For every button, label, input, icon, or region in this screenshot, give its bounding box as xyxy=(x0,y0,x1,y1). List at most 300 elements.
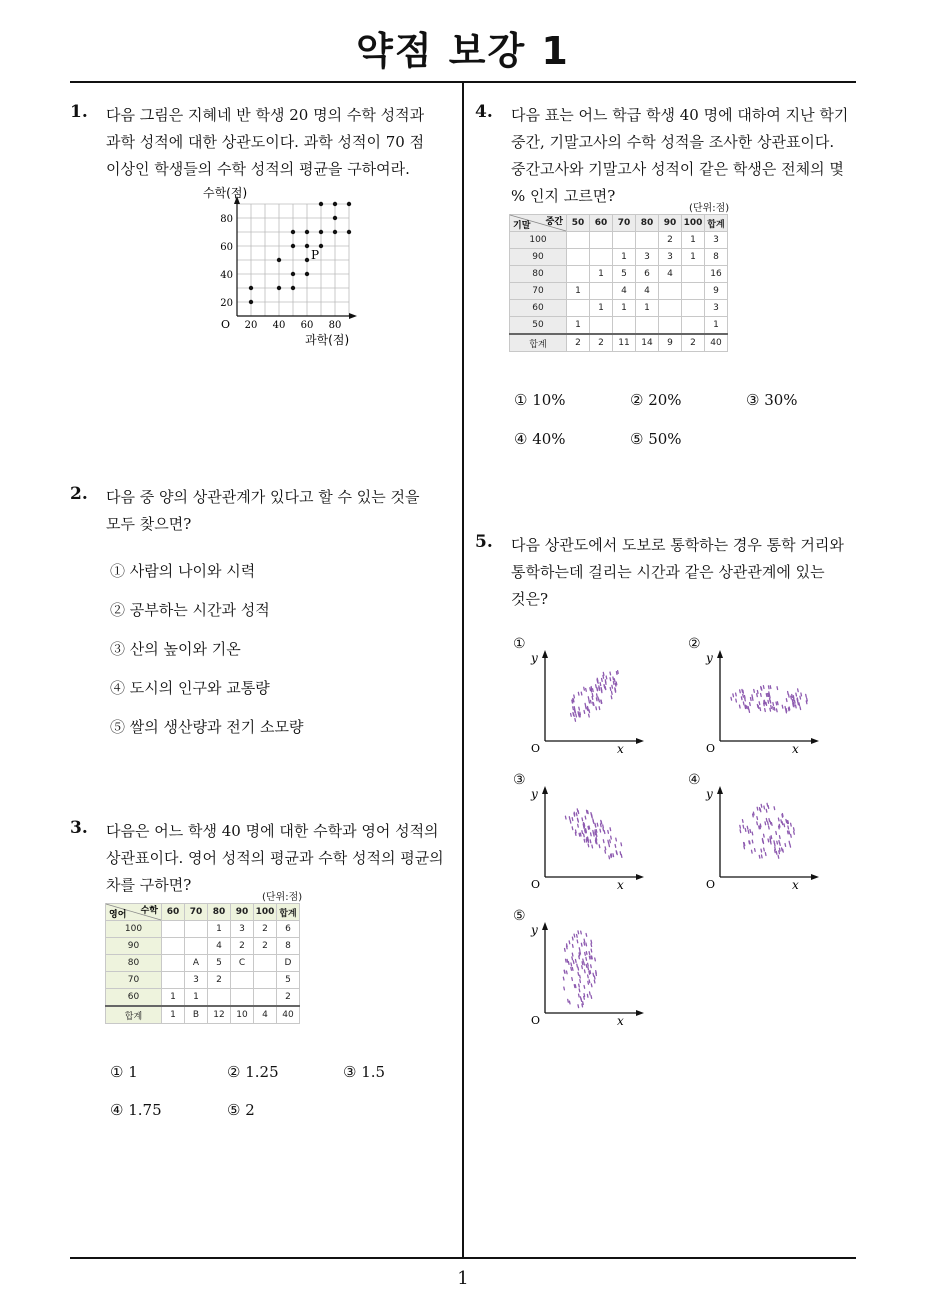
scatter-dot xyxy=(776,832,777,835)
scatter-dot xyxy=(588,844,589,847)
y-axis-label: y xyxy=(706,651,713,665)
scatter-dot xyxy=(613,677,614,680)
scatter-dot xyxy=(591,940,592,943)
table-row xyxy=(106,1006,300,1024)
scatter-dot xyxy=(760,809,761,812)
q2-option-5[interactable]: ⑤ 쌀의 생산량과 전기 소모량 xyxy=(110,718,304,736)
scatter-dot xyxy=(571,967,572,970)
scatter-dot xyxy=(596,685,597,688)
scatter-dot xyxy=(608,830,609,833)
q5-plot-label[interactable]: ② xyxy=(688,636,701,652)
scatter-dot xyxy=(589,971,590,974)
scatter-dot xyxy=(593,702,594,705)
scatter-dot xyxy=(753,814,754,817)
scatter-dot xyxy=(800,696,801,699)
scatter-dot xyxy=(768,822,769,825)
scatter-dot xyxy=(788,821,789,824)
scatter-dot xyxy=(768,839,769,842)
question-text xyxy=(106,102,424,183)
row-header: 90 xyxy=(106,938,162,955)
scatter-dot xyxy=(750,698,751,701)
scatter-dot xyxy=(577,940,578,943)
scatter-dot xyxy=(586,839,587,842)
scatter-dot xyxy=(753,812,754,815)
question-2 xyxy=(70,484,460,544)
scatter-dot xyxy=(595,832,596,835)
scatter-dot xyxy=(578,692,579,695)
table-cell xyxy=(208,989,231,1007)
x-axis-label: x xyxy=(617,878,624,892)
scatter-dot xyxy=(592,815,593,818)
scatter-dot xyxy=(590,971,591,974)
data-point xyxy=(305,258,309,262)
row-header: 합계 xyxy=(106,1006,162,1024)
data-point xyxy=(291,272,295,276)
scatter-dot xyxy=(743,694,744,697)
scatter-dot xyxy=(572,818,573,821)
table-cell: 8 xyxy=(277,938,300,955)
scatter-dot xyxy=(605,850,606,853)
scatter-dot xyxy=(764,703,765,706)
x-axis-label: x xyxy=(617,1014,624,1028)
scatter-dot xyxy=(757,807,758,810)
scatter-dot xyxy=(764,834,765,837)
scatter-dot xyxy=(578,824,579,827)
column-divider xyxy=(462,82,464,1258)
scatter-dot xyxy=(582,818,583,821)
x-axis-label: 과학(점) xyxy=(305,333,350,347)
table-cell xyxy=(162,955,185,972)
column-header: 60 xyxy=(590,215,613,232)
scatter-dot xyxy=(597,823,598,826)
scatter-dot xyxy=(786,710,787,713)
x-axis-arrow xyxy=(636,1010,644,1016)
page-number: 1 xyxy=(457,1268,469,1289)
scatter-dot xyxy=(752,850,753,853)
scatter-dot xyxy=(580,712,581,715)
table-cell: 14 xyxy=(636,334,659,352)
scatter-dot xyxy=(571,713,572,716)
scatter-dot xyxy=(744,846,745,849)
scatter-dot xyxy=(757,817,758,820)
scatter-dot xyxy=(586,957,587,960)
scatter-dot xyxy=(762,838,763,841)
scatter-dot xyxy=(594,980,595,983)
q3-option-5[interactable]: ⑤ 2 xyxy=(227,1101,255,1119)
question-number: 1. xyxy=(70,102,88,122)
scatter-dot xyxy=(580,997,581,1000)
table-row xyxy=(106,921,300,938)
scatter-dot xyxy=(757,822,758,825)
scatter-dot xyxy=(614,679,615,682)
scatter-dot xyxy=(776,851,777,854)
data-point xyxy=(305,230,309,234)
data-point xyxy=(249,300,253,304)
table-cell xyxy=(636,317,659,335)
scatter-dot xyxy=(595,823,596,826)
data-point xyxy=(305,272,309,276)
scatter-dot xyxy=(586,706,587,709)
scatter-dot xyxy=(572,827,573,830)
table-header-row xyxy=(510,215,728,232)
q3-option-2[interactable]: ② 1.25 xyxy=(227,1063,279,1081)
scatter-dot xyxy=(576,714,577,717)
scatter-dot xyxy=(578,972,579,975)
q3-correlation-table xyxy=(105,903,300,1024)
row-header: 50 xyxy=(510,317,567,335)
scatter-dot xyxy=(590,688,591,691)
table-cell: 1 xyxy=(705,317,728,335)
table-cell: 4 xyxy=(613,283,636,300)
table-cell: 40 xyxy=(705,334,728,352)
scatter-dot xyxy=(603,828,604,831)
scatter-dot xyxy=(572,978,573,981)
table-cell: 1 xyxy=(185,989,208,1007)
scatter-dot xyxy=(575,833,576,836)
scatter-dot xyxy=(761,687,762,690)
scatter-dot xyxy=(578,967,579,970)
table-cell: 2 xyxy=(208,972,231,989)
table-cell: 1 xyxy=(682,232,705,249)
scatter-dot xyxy=(567,944,568,947)
bottom-rule xyxy=(70,1257,856,1259)
text-line: 상관표이다. 영어 성적의 평균과 수학 성적의 평균의 xyxy=(106,849,444,867)
scatter-dot xyxy=(577,818,578,821)
scatter-dot xyxy=(764,806,765,809)
x-tick-label: 40 xyxy=(272,320,286,331)
scatter-dot xyxy=(591,944,592,947)
scatter-dot xyxy=(782,705,783,708)
q5-plot-label[interactable]: ④ xyxy=(688,772,701,788)
table-cell: 1 xyxy=(613,300,636,317)
y-axis-arrow xyxy=(717,650,723,658)
table-cell xyxy=(613,317,636,335)
scatter-dot xyxy=(590,700,591,703)
scatter-dot xyxy=(748,707,749,710)
table-cell: 10 xyxy=(231,1006,254,1024)
y-axis-arrow xyxy=(542,650,548,658)
table-cell xyxy=(659,300,682,317)
column-header: 80 xyxy=(208,904,231,921)
y-axis-arrow xyxy=(542,786,548,794)
scatter-dot xyxy=(793,700,794,703)
table-cell xyxy=(682,283,705,300)
q5-plot-label[interactable]: ① xyxy=(513,636,526,652)
scatter-dot xyxy=(733,694,734,697)
scatter-dot xyxy=(603,675,604,678)
scatter-dot xyxy=(750,830,751,833)
table-cell: 1 xyxy=(590,266,613,283)
corner-bottom-label: 기말 xyxy=(513,221,531,231)
table-cell: 9 xyxy=(659,334,682,352)
scatter-dot xyxy=(782,848,783,851)
scatter-dot xyxy=(763,686,764,689)
scatter-dot xyxy=(791,696,792,699)
scatter-dot xyxy=(620,852,621,855)
question-text xyxy=(106,484,419,538)
scatter-dot xyxy=(597,694,598,697)
scatter-dot xyxy=(576,813,577,816)
scatter-dot xyxy=(591,984,592,987)
scatter-dot xyxy=(608,840,609,843)
q4-option-1[interactable]: ① 10% xyxy=(514,391,566,409)
column-header: 70 xyxy=(185,904,208,921)
question-number: 3. xyxy=(70,818,88,838)
scatter-dot xyxy=(597,678,598,681)
scatter-dot xyxy=(779,836,780,839)
row-header: 100 xyxy=(106,921,162,938)
table-row xyxy=(510,249,728,266)
scatter-dot xyxy=(770,686,771,689)
scatter-dot xyxy=(605,680,606,683)
scatter-dot xyxy=(567,959,568,962)
scatter-dot xyxy=(760,708,761,711)
origin-label: O xyxy=(531,1014,541,1027)
scatter-dot xyxy=(563,977,564,980)
scatter-dot xyxy=(588,706,589,709)
q2-option-1[interactable]: ① 사람의 나이와 시력 xyxy=(110,562,256,580)
scatter-dot xyxy=(589,956,590,959)
table-cell xyxy=(659,317,682,335)
scatter-dot xyxy=(785,844,786,847)
q5-plot-label[interactable]: ③ xyxy=(513,772,526,788)
scatter-dot xyxy=(791,834,792,837)
table-row xyxy=(510,266,728,283)
q5-plot-label[interactable]: ⑤ xyxy=(513,908,526,924)
data-point xyxy=(277,258,281,262)
q4-option-2[interactable]: ② 20% xyxy=(630,391,682,409)
y-axis-arrow xyxy=(717,786,723,794)
text-line: 다음 중 양의 상관관계가 있다고 할 수 있는 것을 xyxy=(106,488,420,506)
q3-option-3[interactable]: ③ 1.5 xyxy=(343,1063,386,1081)
text-line: 중간, 기말고사의 수학 성적을 조사한 상관표이다. xyxy=(511,133,835,151)
table-row xyxy=(106,955,300,972)
scatter-dot xyxy=(580,833,581,836)
text-line: 이상인 학생들의 수학 성적의 평균을 구하여라. xyxy=(106,160,410,178)
scatter-dot xyxy=(592,697,593,700)
table-cell: 1 xyxy=(162,1006,185,1024)
table-cell xyxy=(659,283,682,300)
scatter-dot xyxy=(577,809,578,812)
scatter-dot xyxy=(744,843,745,846)
table-cell xyxy=(613,232,636,249)
scatter-dot xyxy=(621,843,622,846)
scatter-dot xyxy=(599,699,600,702)
scatter-dot xyxy=(616,682,617,685)
scatter-dot xyxy=(597,688,598,691)
text-line: 모두 찾으면? xyxy=(106,515,192,533)
scatter-dot xyxy=(589,826,590,829)
scatter-dot xyxy=(592,694,593,697)
scatter-dot xyxy=(779,826,780,829)
q5-scatter-plot[interactable] xyxy=(706,784,825,902)
q3-option-4[interactable]: ④ 1.75 xyxy=(110,1101,162,1119)
scatter-dot xyxy=(589,700,590,703)
scatter-dot xyxy=(757,694,758,697)
scatter-dot xyxy=(578,931,579,934)
scatter-dot xyxy=(603,672,604,675)
data-point xyxy=(333,230,337,234)
table-cell: 4 xyxy=(636,283,659,300)
scatter-dot xyxy=(569,941,570,944)
scatter-dot xyxy=(736,699,737,702)
table-cell: 6 xyxy=(636,266,659,283)
page-title: 약점 보강 1 xyxy=(356,29,570,73)
scatter-dot xyxy=(579,984,580,987)
scatter-dot xyxy=(585,816,586,819)
scatter-dot xyxy=(596,839,597,842)
scatter-dot xyxy=(581,943,582,946)
scatter-dot xyxy=(794,828,795,831)
scatter-dot xyxy=(745,705,746,708)
scatter-dot xyxy=(584,985,585,988)
scatter-dot xyxy=(575,985,576,988)
scatter-dot xyxy=(582,1004,583,1007)
q5-scatter-plot[interactable] xyxy=(531,648,650,766)
table-row xyxy=(510,317,728,335)
table-cell xyxy=(567,266,590,283)
q2-option-3[interactable]: ③ 산의 높이와 기온 xyxy=(110,640,241,658)
scatter-dot xyxy=(740,830,741,833)
q5-scatter-plot[interactable] xyxy=(531,920,650,1038)
scatter-dot xyxy=(790,844,791,847)
q1-scatter-chart xyxy=(195,182,365,352)
y-axis-label: y xyxy=(531,787,538,801)
scatter-dot xyxy=(603,825,604,828)
table-header-row xyxy=(106,904,300,921)
scatter-dot xyxy=(774,843,775,846)
table-cell xyxy=(682,266,705,283)
table-cell: 2 xyxy=(567,334,590,352)
scatter-dot xyxy=(781,820,782,823)
scatter-dot xyxy=(791,823,792,826)
scatter-dot xyxy=(755,849,756,852)
scatter-dot xyxy=(577,934,578,937)
scatter-dot xyxy=(792,695,793,698)
scatter-dot xyxy=(574,813,575,816)
scatter-dot xyxy=(794,700,795,703)
scatter-dot xyxy=(771,836,772,839)
scatter-dot xyxy=(771,706,772,709)
text-line: 다음은 어느 학생 40 명에 대한 수학과 영어 성적의 xyxy=(106,822,439,840)
scatter-dot xyxy=(584,711,585,714)
scatter-dot xyxy=(777,702,778,705)
scatter-dot xyxy=(801,693,802,696)
scatter-dot xyxy=(765,822,766,825)
q2-option-4[interactable]: ④ 도시의 인구와 교통량 xyxy=(110,679,270,697)
scatter-dot xyxy=(584,942,585,945)
scatter-dot xyxy=(588,967,589,970)
scatter-dot xyxy=(600,829,601,832)
scatter-dot xyxy=(591,996,592,999)
scatter-dot xyxy=(574,695,575,698)
scatter-dot xyxy=(603,840,604,843)
scatter-dot xyxy=(569,817,570,820)
scatter-dot xyxy=(584,996,585,999)
x-axis-label: x xyxy=(792,742,799,756)
scatter-dot xyxy=(796,705,797,708)
question-4 xyxy=(475,102,865,212)
scatter-dot xyxy=(586,688,587,691)
table-cell xyxy=(590,317,613,335)
scatter-dot xyxy=(609,856,610,859)
scatter-dot xyxy=(757,691,758,694)
row-header: 60 xyxy=(510,300,567,317)
scatter-dot xyxy=(770,708,771,711)
q5-scatter-plot[interactable] xyxy=(531,784,650,902)
scatter-dot xyxy=(580,975,581,978)
scatter-dot xyxy=(782,814,783,817)
column-header: 60 xyxy=(162,904,185,921)
question-number: 4. xyxy=(475,102,493,122)
text-line: 차를 구하면? xyxy=(106,876,192,894)
q2-option-2[interactable]: ② 공부하는 시간과 성적 xyxy=(110,601,270,619)
scatter-dot xyxy=(605,847,606,850)
scatter-dot xyxy=(769,692,770,695)
q4-option-5[interactable]: ⑤ 50% xyxy=(630,430,682,448)
q3-option-1[interactable]: ① 1 xyxy=(110,1063,138,1081)
scatter-dot xyxy=(784,824,785,827)
table-row xyxy=(106,989,300,1007)
scatter-dot xyxy=(596,707,597,710)
scatter-dot xyxy=(591,689,592,692)
scatter-dot xyxy=(599,686,600,689)
q5-scatter-plot[interactable] xyxy=(706,648,825,766)
table-row xyxy=(510,283,728,300)
scatter-dot xyxy=(610,828,611,831)
corner-diagonal xyxy=(106,904,161,920)
table-cell: 40 xyxy=(277,1006,300,1024)
scatter-dot xyxy=(579,956,580,959)
scatter-dot xyxy=(599,845,600,848)
scatter-dot xyxy=(749,841,750,844)
table-cell: B xyxy=(185,1006,208,1024)
scatter-dot xyxy=(761,804,762,807)
table-cell xyxy=(185,921,208,938)
data-point xyxy=(333,216,337,220)
column-header: 90 xyxy=(231,904,254,921)
text-line: 통학하는데 걸리는 시간과 같은 상관관계에 있는 xyxy=(511,563,825,581)
scatter-dot xyxy=(594,976,595,979)
scatter-dot xyxy=(754,690,755,693)
data-point xyxy=(291,286,295,290)
scatter-dot xyxy=(740,825,741,828)
text-line: 다음 그림은 지혜네 반 학생 20 명의 수학 성적과 xyxy=(106,106,425,124)
scatter-dot xyxy=(777,841,778,844)
scatter-dot xyxy=(771,823,772,826)
q4-option-3[interactable]: ③ 30% xyxy=(746,391,798,409)
scatter-dot xyxy=(594,833,595,836)
point-p-label: P xyxy=(311,248,320,262)
scatter-dot xyxy=(568,962,569,965)
x-tick-label: 60 xyxy=(300,320,314,331)
scatter-dot xyxy=(579,989,580,992)
scatter-dot xyxy=(582,962,583,965)
scatter-dot xyxy=(618,671,619,674)
data-point xyxy=(347,230,351,234)
column-header: 100 xyxy=(254,904,277,921)
scatter-dot xyxy=(615,683,616,686)
q4-option-4[interactable]: ④ 40% xyxy=(514,430,566,448)
table-cell xyxy=(682,300,705,317)
table-cell: 2 xyxy=(254,938,277,955)
table-cell: 1 xyxy=(682,249,705,266)
scatter-dot xyxy=(773,707,774,710)
q4-correlation-table xyxy=(509,214,728,352)
scatter-dot xyxy=(574,707,575,710)
data-point xyxy=(319,230,323,234)
table-row xyxy=(106,972,300,989)
